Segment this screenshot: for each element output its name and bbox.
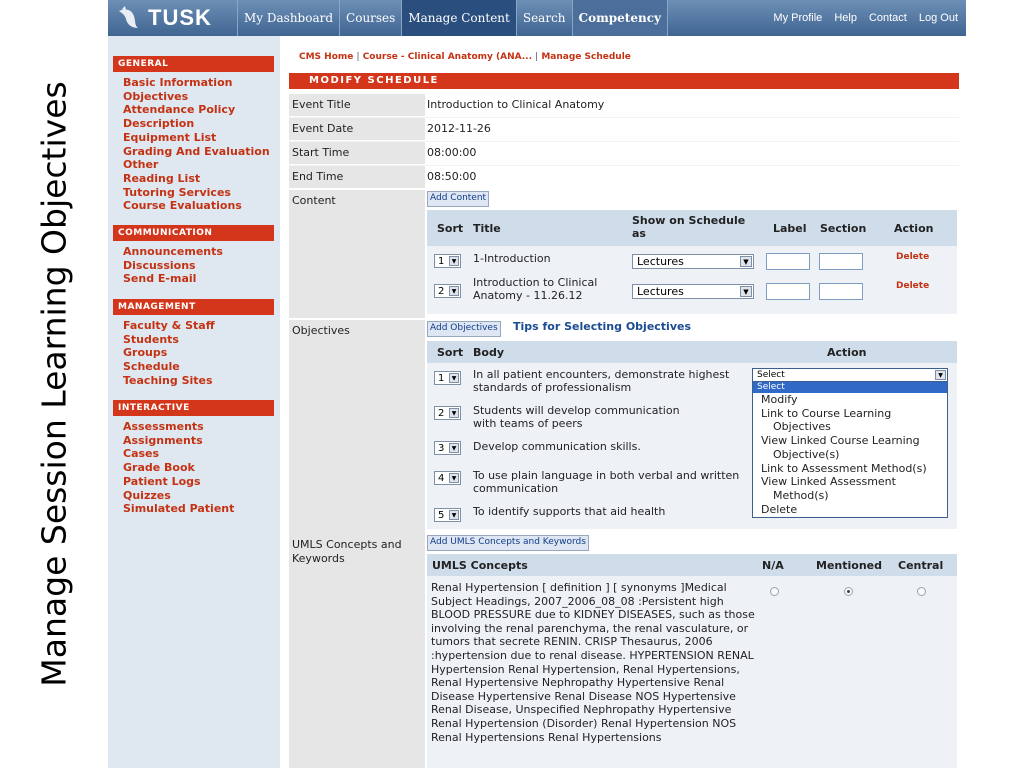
content-table	[427, 210, 957, 314]
dropdown-option-select[interactable]: Select	[753, 382, 947, 393]
dropdown-option-view-linked-assessment-methods[interactable]	[753, 475, 947, 502]
chevron-down-icon: ▼	[935, 370, 946, 380]
sidebar-item-assignments[interactable]: Assignments	[123, 433, 203, 447]
option-text-continued: Objective(s)	[773, 447, 840, 461]
sort-select[interactable]	[434, 254, 461, 268]
start-time-value: 08:00:00	[427, 146, 477, 159]
section-input[interactable]	[819, 283, 863, 300]
header-title: Title	[473, 222, 501, 235]
dropdown-option-link-course-objectives[interactable]	[753, 407, 947, 434]
sidebar-item-tutoring-services[interactable]: Tutoring Services	[123, 185, 231, 199]
sidebar-section-management: MANAGEMENT	[113, 299, 274, 315]
section-input[interactable]	[819, 253, 863, 270]
dropdown-option-modify[interactable]: Modify	[761, 393, 798, 406]
delete-link[interactable]: Delete	[896, 252, 930, 262]
tusk-app-window	[108, 0, 966, 768]
chevron-down-icon: ▼	[449, 408, 459, 418]
sidebar-item-attendance-policy[interactable]: Attendance Policy	[123, 103, 236, 117]
show-as-value: Lectures	[637, 285, 684, 298]
objective-body: To use plain language in both verbal and written communication	[473, 469, 740, 495]
end-time-label: End Time	[289, 166, 425, 188]
tab-manage-content[interactable]: Manage Content	[401, 0, 516, 36]
label-input[interactable]	[766, 283, 810, 300]
objective-action-select[interactable]	[752, 368, 948, 382]
sidebar-item-grading-and-evaluation[interactable]: Grading And Evaluation	[123, 144, 270, 158]
sidebar-item-course-evaluations[interactable]: Course Evaluations	[123, 199, 242, 213]
tusk-logo-icon	[116, 5, 142, 31]
sidebar-section-communication: COMMUNICATION	[113, 225, 274, 241]
dropdown-option-delete[interactable]: Delete	[761, 502, 798, 516]
header-sort: Sort	[437, 222, 464, 235]
objectives-label: Objectives	[289, 320, 425, 566]
sidebar-item-faculty-staff[interactable]: Faculty & Staff	[123, 319, 215, 332]
objective-body: Students will develop communication with teams of peers	[473, 404, 680, 430]
objectives-table-header	[427, 341, 957, 363]
sort-value: 2	[438, 408, 445, 419]
objective-body: Develop communication skills.	[473, 440, 641, 453]
sidebar-item-equipment-list[interactable]: Equipment List	[123, 130, 217, 144]
header-mentioned: Mentioned	[816, 559, 882, 572]
banner-title: MODIFY SCHEDULE	[309, 75, 439, 86]
chevron-down-icon: ▼	[449, 473, 459, 483]
sidebar-item-objectives[interactable]: Objectives	[123, 89, 189, 103]
sidebar-item-send-email[interactable]: Send E-mail	[123, 272, 197, 286]
user-links	[767, 0, 964, 36]
label-input[interactable]	[766, 253, 810, 270]
sidebar-section-interactive: INTERACTIVE	[113, 400, 274, 416]
breadcrumb-separator: |	[535, 52, 539, 62]
chevron-down-icon: ▼	[449, 286, 459, 296]
header-na: N/A	[762, 559, 784, 572]
sidebar-item-cases[interactable]: Cases	[123, 447, 160, 461]
sidebar-item-schedule[interactable]: Schedule	[123, 360, 180, 374]
chevron-down-icon: ▼	[449, 256, 459, 266]
help-link[interactable]: Help	[834, 12, 857, 24]
my-profile-link[interactable]: My Profile	[773, 12, 823, 24]
header-sort: Sort	[437, 346, 464, 359]
header-section: Section	[820, 222, 867, 235]
option-text-continued: Method(s)	[773, 488, 829, 502]
sidebar-communication-list	[123, 245, 223, 286]
show-as-select[interactable]	[632, 284, 754, 299]
content-label: Content	[289, 190, 425, 318]
chevron-down-icon: ▼	[740, 286, 752, 297]
sidebar-item-patient-logs[interactable]: Patient Logs	[123, 474, 201, 488]
event-date-label: Event Date	[289, 118, 425, 140]
dropdown-option-link-assessment-methods[interactable]: Link to Assessment Method(s)	[761, 461, 927, 475]
header-show-on-schedule: Show on Schedule as	[632, 214, 746, 240]
chevron-down-icon: ▼	[449, 443, 459, 453]
header-central: Central	[898, 559, 944, 572]
top-navigation-bar	[108, 0, 966, 36]
sidebar-item-simulated-patient[interactable]: Simulated Patient	[123, 502, 235, 516]
logo-text: TUSK	[148, 5, 212, 30]
header-action: Action	[894, 222, 934, 235]
log-out-link[interactable]: Log Out	[918, 12, 958, 24]
sort-value: 5	[438, 510, 445, 521]
course-sidebar	[108, 36, 280, 768]
chevron-down-icon: ▼	[449, 510, 459, 520]
contact-link[interactable]: Contact	[868, 12, 907, 24]
radio-central[interactable]	[917, 587, 926, 596]
dropdown-option-view-linked-course-objectives[interactable]	[753, 434, 947, 461]
tab-search[interactable]: Search	[516, 0, 572, 36]
event-title-value: Introduction to Clinical Anatomy	[427, 98, 605, 111]
sort-select[interactable]	[434, 371, 461, 385]
header-label: Label	[773, 222, 807, 235]
show-as-select[interactable]	[632, 254, 754, 269]
sidebar-item-reading-list[interactable]: Reading List	[123, 171, 201, 185]
tusk-logo[interactable]	[116, 0, 212, 36]
sort-value: 2	[438, 286, 445, 297]
event-title-label: Event Title	[289, 94, 425, 116]
sidebar-item-discussions[interactable]: Discussions	[123, 258, 196, 272]
modify-schedule-banner	[289, 73, 959, 89]
umls-concept-text: Renal Hypertension [ definition ] [ synonyms ]Medical Subject Headings, 2007_2006_08_08 :Persistent high BLOOD PRESSURE due to KIDNEY DISEASES, such as those involving the renal parenchyma, the renal vasculature, or tumors that secrete RENIN. CRISP Thesaurus, 2006 :hypertension due to renal disease. HYPERTENSION RENAL Hypertension Renal Hypertension, Renal Hypertensions, Renal Hypertensive Nephropathy Hypertensive Renal Disease Hypertensive Renal Disease NOS Hypertensive Renal Disease, Unspecified Nephropathy Hypertensive Renal Hypertension (Disorder) Renal Hypertension NOS Renal Hypertensions Renal Hypertensions	[431, 581, 755, 744]
delete-link[interactable]: Delete	[896, 281, 930, 291]
slide-title: Manage Session Learning Objectives	[34, 81, 74, 687]
radio-na[interactable]	[770, 587, 779, 596]
show-as-value: Lectures	[637, 255, 684, 268]
sidebar-item-students[interactable]: Students	[123, 332, 179, 346]
option-text: Link to Course Learning	[761, 406, 892, 420]
sidebar-item-description[interactable]: Description	[123, 117, 195, 131]
main-nav-tabs	[237, 0, 668, 36]
header-body: Body	[473, 346, 504, 359]
sort-select[interactable]	[434, 508, 461, 522]
objective-body: In all patient encounters, demonstrate highest standards of professionalism	[473, 368, 730, 394]
chevron-down-icon: ▼	[449, 373, 459, 383]
tips-for-selecting-objectives-link[interactable]: Tips for Selecting Objectives	[513, 320, 692, 333]
sidebar-item-assessments[interactable]: Assessments	[123, 420, 204, 433]
sort-select[interactable]	[434, 406, 461, 420]
sort-value: 1	[438, 373, 445, 384]
sidebar-general-list	[123, 76, 270, 213]
breadcrumb-separator: |	[356, 52, 360, 62]
objective-body: To identify supports that aid health	[473, 505, 666, 518]
sidebar-item-other[interactable]: Other	[123, 158, 159, 172]
action-select-value: Select	[757, 370, 785, 380]
sidebar-item-groups[interactable]: Groups	[123, 346, 168, 360]
sort-value: 3	[438, 443, 445, 454]
start-time-label: Start Time	[289, 142, 425, 164]
sort-select[interactable]	[434, 441, 461, 455]
option-text-continued: Objectives	[773, 420, 831, 434]
slide-title-container	[0, 0, 108, 768]
end-time-value: 08:50:00	[427, 170, 477, 183]
tab-my-dashboard[interactable]: My Dashboard	[237, 0, 339, 36]
sort-value: 1	[438, 256, 445, 267]
tab-competency[interactable]: Competency	[572, 0, 668, 36]
chevron-down-icon: ▼	[740, 256, 752, 267]
breadcrumb-course[interactable]: Course - Clinical Anatomy (ANA...	[362, 52, 533, 62]
option-text: View Linked Assessment	[761, 475, 896, 489]
add-objectives-button[interactable]: Add Objectives	[427, 321, 501, 337]
main-content	[287, 36, 966, 768]
umls-label: UMLS Concepts and Keywords	[289, 534, 425, 768]
sidebar-item-announcements[interactable]: Announcements	[123, 245, 223, 258]
event-date-value: 2012-11-26	[427, 122, 491, 135]
sort-select[interactable]	[434, 284, 461, 298]
sort-value: 4	[438, 473, 445, 484]
sort-select[interactable]	[434, 471, 461, 485]
header-action: Action	[827, 346, 867, 359]
objective-action-dropdown	[752, 381, 948, 518]
sidebar-item-grade-book[interactable]: Grade Book	[123, 461, 195, 475]
content-title: 1-Introduction	[473, 252, 551, 265]
tab-courses[interactable]: Courses	[339, 0, 401, 36]
content-title: Introduction to Clinical Anatomy - 11.26.12	[473, 276, 598, 302]
add-content-button[interactable]: Add Content	[427, 191, 489, 207]
option-text: View Linked Course Learning	[761, 434, 920, 448]
sidebar-interactive-list	[123, 420, 234, 516]
sidebar-item-quizzes[interactable]: Quizzes	[123, 488, 171, 502]
sidebar-item-teaching-sites[interactable]: Teaching Sites	[123, 373, 213, 387]
sidebar-item-basic-information[interactable]: Basic Information	[123, 76, 233, 89]
sidebar-section-general: GENERAL	[113, 56, 274, 72]
sidebar-management-list	[123, 319, 215, 388]
breadcrumb-cms-home[interactable]: CMS Home	[299, 52, 354, 62]
breadcrumb-manage-schedule[interactable]: Manage Schedule	[541, 52, 631, 62]
header-umls-concepts: UMLS Concepts	[432, 559, 528, 572]
content-table-header	[427, 210, 957, 246]
add-umls-concepts-button[interactable]: Add UMLS Concepts and Keywords	[427, 535, 589, 551]
umls-table-header	[427, 554, 957, 576]
radio-mentioned[interactable]	[844, 587, 853, 596]
breadcrumb	[299, 52, 631, 62]
